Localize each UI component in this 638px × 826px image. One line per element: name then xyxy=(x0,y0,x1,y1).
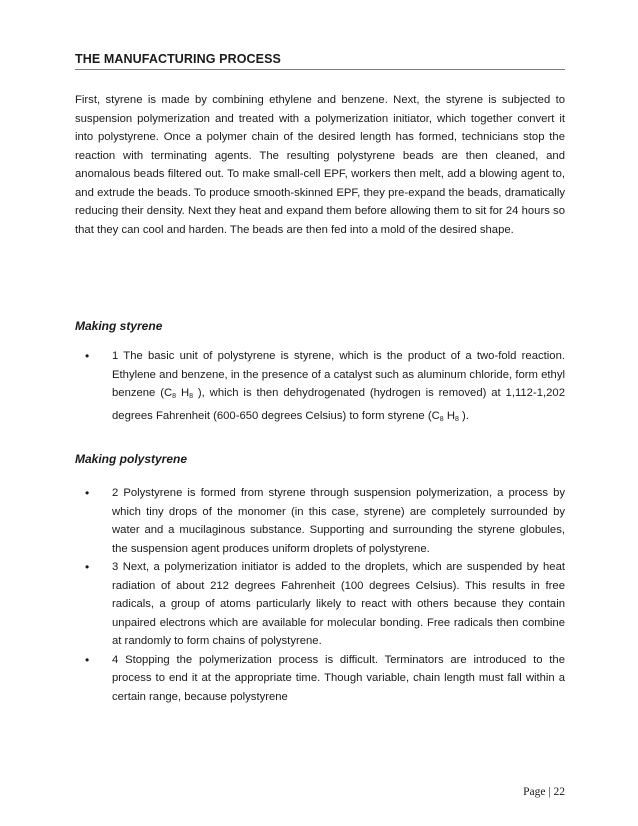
list-item xyxy=(75,558,565,651)
section-heading: THE MANUFACTURING PROCESS xyxy=(75,52,565,70)
polystyrene-list xyxy=(75,484,565,706)
styrene-list xyxy=(75,347,565,429)
list-item xyxy=(75,484,565,558)
bullet-icon: • xyxy=(85,349,90,363)
bullet-icon: • xyxy=(85,486,90,500)
intro-paragraph: First, styrene is made by combining ethylene and benzene. Next, the styrene is subjected to suspension polymerization and treated with a polymerization initiator, which together convert it into polystyrene. Once a polymer chain of the desired length has formed, technicians stop the reaction with terminating agents. The resulting polystyrene beads are then cleaned, and anomalous beads filtered out. To make small-cell EPF, workers then melt, add a blowing agent to, and extrude the beads. To produce smooth-skinned EPF, they pre-expand the beads, dramatically reducing their density. Next they heat and expand them before allowing them to sit for 24 hours so that they can cool and harden. The beads are then fed into a mold of the desired shape. xyxy=(75,94,565,236)
item-text: 4 Stopping the polymerization process is difficult. Terminators are introduced to the process to end it at the appropriate time. Though variable, chain length must fall within a certain range, because polystyrene xyxy=(112,653,565,703)
list-item xyxy=(75,347,565,429)
subheading-making-polystyrene: Making polystyrene xyxy=(75,452,188,466)
document-page xyxy=(75,0,565,826)
page-number: Page | 22 xyxy=(523,786,565,798)
bullet-icon: • xyxy=(85,652,90,667)
list-item xyxy=(75,651,565,707)
item-text: 1 The basic unit of polystyrene is styrene, which is the product of a two-fold reaction. Ethylene and benzene, in the presence of a catalyst such as aluminum chloride, form ethyl benzene ($C_8$ $H_8$ ), which is then dehydrogenated (hydrogen is removed) at 1,112-1,202 degrees Fahrenheit (600-650 degrees Celsius) to form styrene ($C_8$ $H_8$ ). xyxy=(112,350,565,423)
item-text: 2 Polystyrene is formed from styrene through suspension polymerization, a process by which tiny drops of the monomer (in this case, styrene) are completely surrounded by water and a mucilaginous substance. Supporting and surrounding the styrene globules, the suspension agent produces uniform droplets of polystyrene. xyxy=(112,487,565,555)
item-text: 3 Next, a polymerization initiator is added to the droplets, which are suspended by heat radiation of about 212 degrees Fahrenheit (100 degrees Celsius). This results in free radicals, a group of atoms particularly likely to react with others because they contain unpaired electrons which are available for molecular bonding. Free radicals then combine at randomly to form chains of polystyrene. xyxy=(112,561,565,647)
bullet-icon: • xyxy=(85,560,90,574)
subheading-making-styrene: Making styrene xyxy=(75,319,163,333)
